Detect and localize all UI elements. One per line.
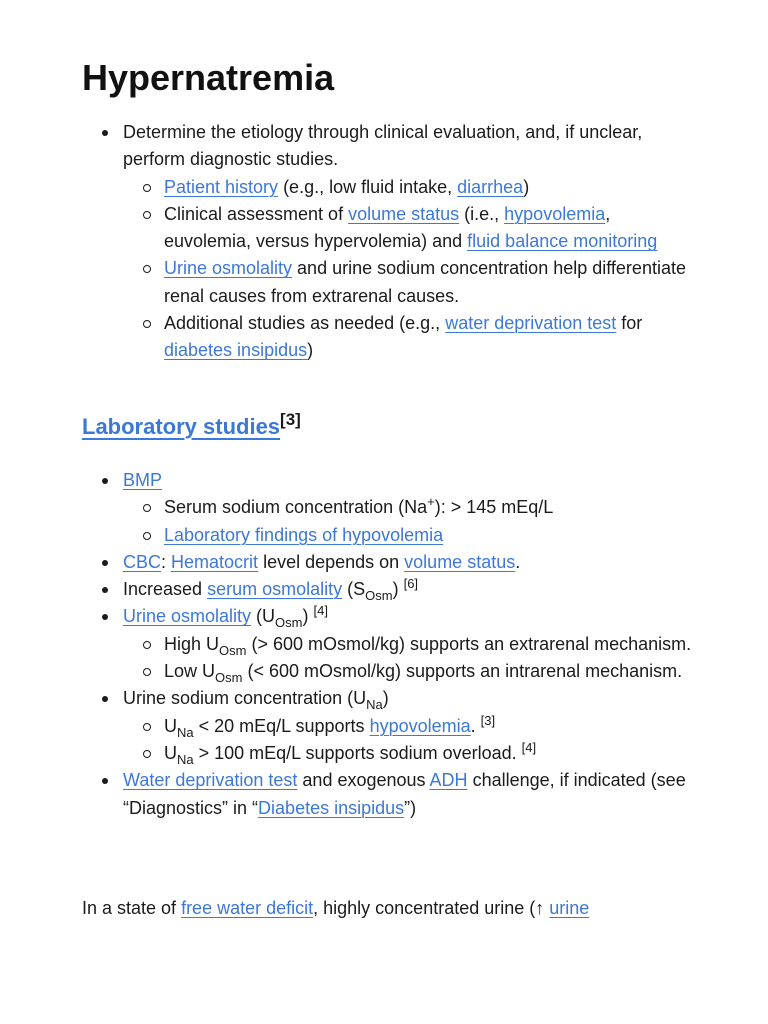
text: .	[470, 715, 481, 736]
inline-link[interactable]: Diabetes insipidus	[258, 797, 405, 818]
reference-marker[interactable]: [3]	[280, 410, 301, 429]
inline-link[interactable]: diabetes insipidus	[164, 340, 308, 361]
inline-link[interactable]: ADH	[429, 770, 468, 791]
text: (> 600 mOsmol/kg) supports an extrarenal mechanism.	[246, 633, 692, 654]
reference-marker[interactable]: [4]	[313, 603, 328, 619]
etiology-list	[82, 119, 692, 365]
text: (U	[251, 606, 276, 627]
list-item	[82, 119, 692, 365]
laboratory-studies-link[interactable]: Laboratory studies	[82, 414, 281, 439]
text: In a state of	[82, 898, 182, 918]
sub-list-item	[123, 522, 692, 549]
list-item	[82, 685, 692, 767]
reference-marker[interactable]: [3]	[480, 712, 496, 728]
text: Clinical assessment of	[164, 203, 349, 224]
sub-list-item	[123, 174, 692, 201]
subscript: Osm	[215, 670, 243, 686]
inline-link[interactable]: urine	[549, 898, 590, 918]
inline-link[interactable]: CBC	[123, 551, 162, 572]
text: Low U	[164, 661, 216, 682]
text: ): > 145 mEq/L	[434, 497, 554, 518]
sub-list-item	[123, 658, 692, 685]
text: High U	[164, 633, 220, 654]
subscript: Osm	[365, 588, 393, 604]
list-item	[82, 767, 692, 822]
inline-link[interactable]: water deprivation test	[445, 313, 617, 334]
inline-link[interactable]: volume status	[348, 203, 460, 224]
text: < 20 mEq/L supports	[193, 715, 370, 736]
inline-link[interactable]: hypovolemia	[369, 715, 471, 736]
list-item	[82, 576, 692, 603]
text: )	[302, 606, 314, 627]
inline-link[interactable]: hypovolemia	[504, 203, 606, 224]
sub-list-item	[123, 201, 692, 256]
text: challenge, if indicated (see “Diagnostics” in “	[123, 770, 686, 818]
text: Serum sodium concentration (Na	[164, 497, 428, 518]
sub-list	[123, 174, 692, 365]
subscript: Osm	[275, 615, 303, 631]
sub-list-item	[123, 713, 692, 740]
page-title: Hypernatremia	[82, 57, 335, 98]
inline-link[interactable]: free water deficit	[181, 898, 314, 918]
inline-link[interactable]: Laboratory findings of hypovolemia	[164, 524, 444, 545]
text: , highly concentrated urine (↑	[313, 898, 550, 918]
reference-marker[interactable]: [6]	[403, 576, 419, 592]
subscript: Na	[366, 697, 383, 713]
text: and exogenous	[297, 770, 430, 791]
sub-list	[123, 713, 692, 768]
text: )	[382, 688, 389, 709]
text: level depends on	[258, 551, 405, 572]
inline-link[interactable]: diarrhea	[457, 176, 524, 197]
inline-link[interactable]: serum osmolality	[207, 579, 343, 600]
sub-list-item	[123, 740, 692, 767]
text: U	[164, 715, 177, 736]
sub-list-item	[123, 494, 692, 521]
text: Additional studies as needed (e.g.,	[164, 313, 446, 334]
reference-marker[interactable]: [4]	[521, 739, 537, 755]
inline-link[interactable]: Water deprivation test	[123, 770, 298, 791]
text: , euvolemia, versus hypervolemia) and	[164, 203, 611, 252]
inline-link[interactable]: Urine osmolality	[164, 258, 293, 279]
text: and urine sodium concentration help differentiate renal causes from extrarenal causes.	[164, 258, 686, 306]
list-item	[82, 603, 692, 685]
text: .	[515, 551, 521, 572]
sub-list	[123, 631, 692, 686]
list-item	[82, 549, 692, 576]
subscript: Osm	[219, 642, 247, 658]
laboratory-studies-section	[82, 467, 692, 822]
text: (S	[342, 579, 366, 600]
inline-link[interactable]: volume status	[404, 551, 516, 572]
sub-list-item	[123, 631, 692, 658]
text: )	[392, 579, 404, 600]
text: Determine the etiology through clinical evaluation, and, if unclear, perform diagnostic studies.	[123, 122, 643, 170]
inline-link[interactable]: Urine osmolality	[123, 606, 252, 627]
list-item	[82, 467, 692, 549]
text: (e.g., low fluid intake,	[278, 176, 458, 197]
text: U	[164, 742, 177, 763]
inline-link[interactable]: Patient history	[164, 176, 279, 197]
inline-link[interactable]: BMP	[123, 470, 163, 490]
inline-link[interactable]: Hematocrit	[171, 551, 259, 572]
subscript: Na	[177, 724, 194, 740]
text: (< 600 mOsmol/kg) supports an intrarenal mechanism.	[242, 661, 683, 682]
body-paragraph	[82, 895, 722, 922]
text: (i.e.,	[459, 203, 505, 224]
sub-list	[123, 494, 692, 549]
sub-list-item	[123, 255, 692, 310]
text: Urine sodium concentration (U	[123, 688, 367, 709]
text: ”)	[404, 797, 417, 818]
subscript: Na	[177, 751, 194, 767]
text: > 100 mEq/L supports sodium overload.	[193, 742, 522, 763]
superscript: +	[427, 494, 435, 510]
text: Increased	[123, 579, 208, 600]
text: )	[307, 340, 314, 361]
etiology-section	[82, 119, 692, 365]
text: for	[616, 313, 643, 334]
section-heading	[82, 410, 301, 444]
laboratory-studies-list	[82, 467, 692, 822]
text: :	[161, 551, 172, 572]
text: )	[523, 176, 530, 197]
inline-link[interactable]: fluid balance monitoring	[467, 231, 658, 252]
sub-list-item	[123, 310, 692, 365]
